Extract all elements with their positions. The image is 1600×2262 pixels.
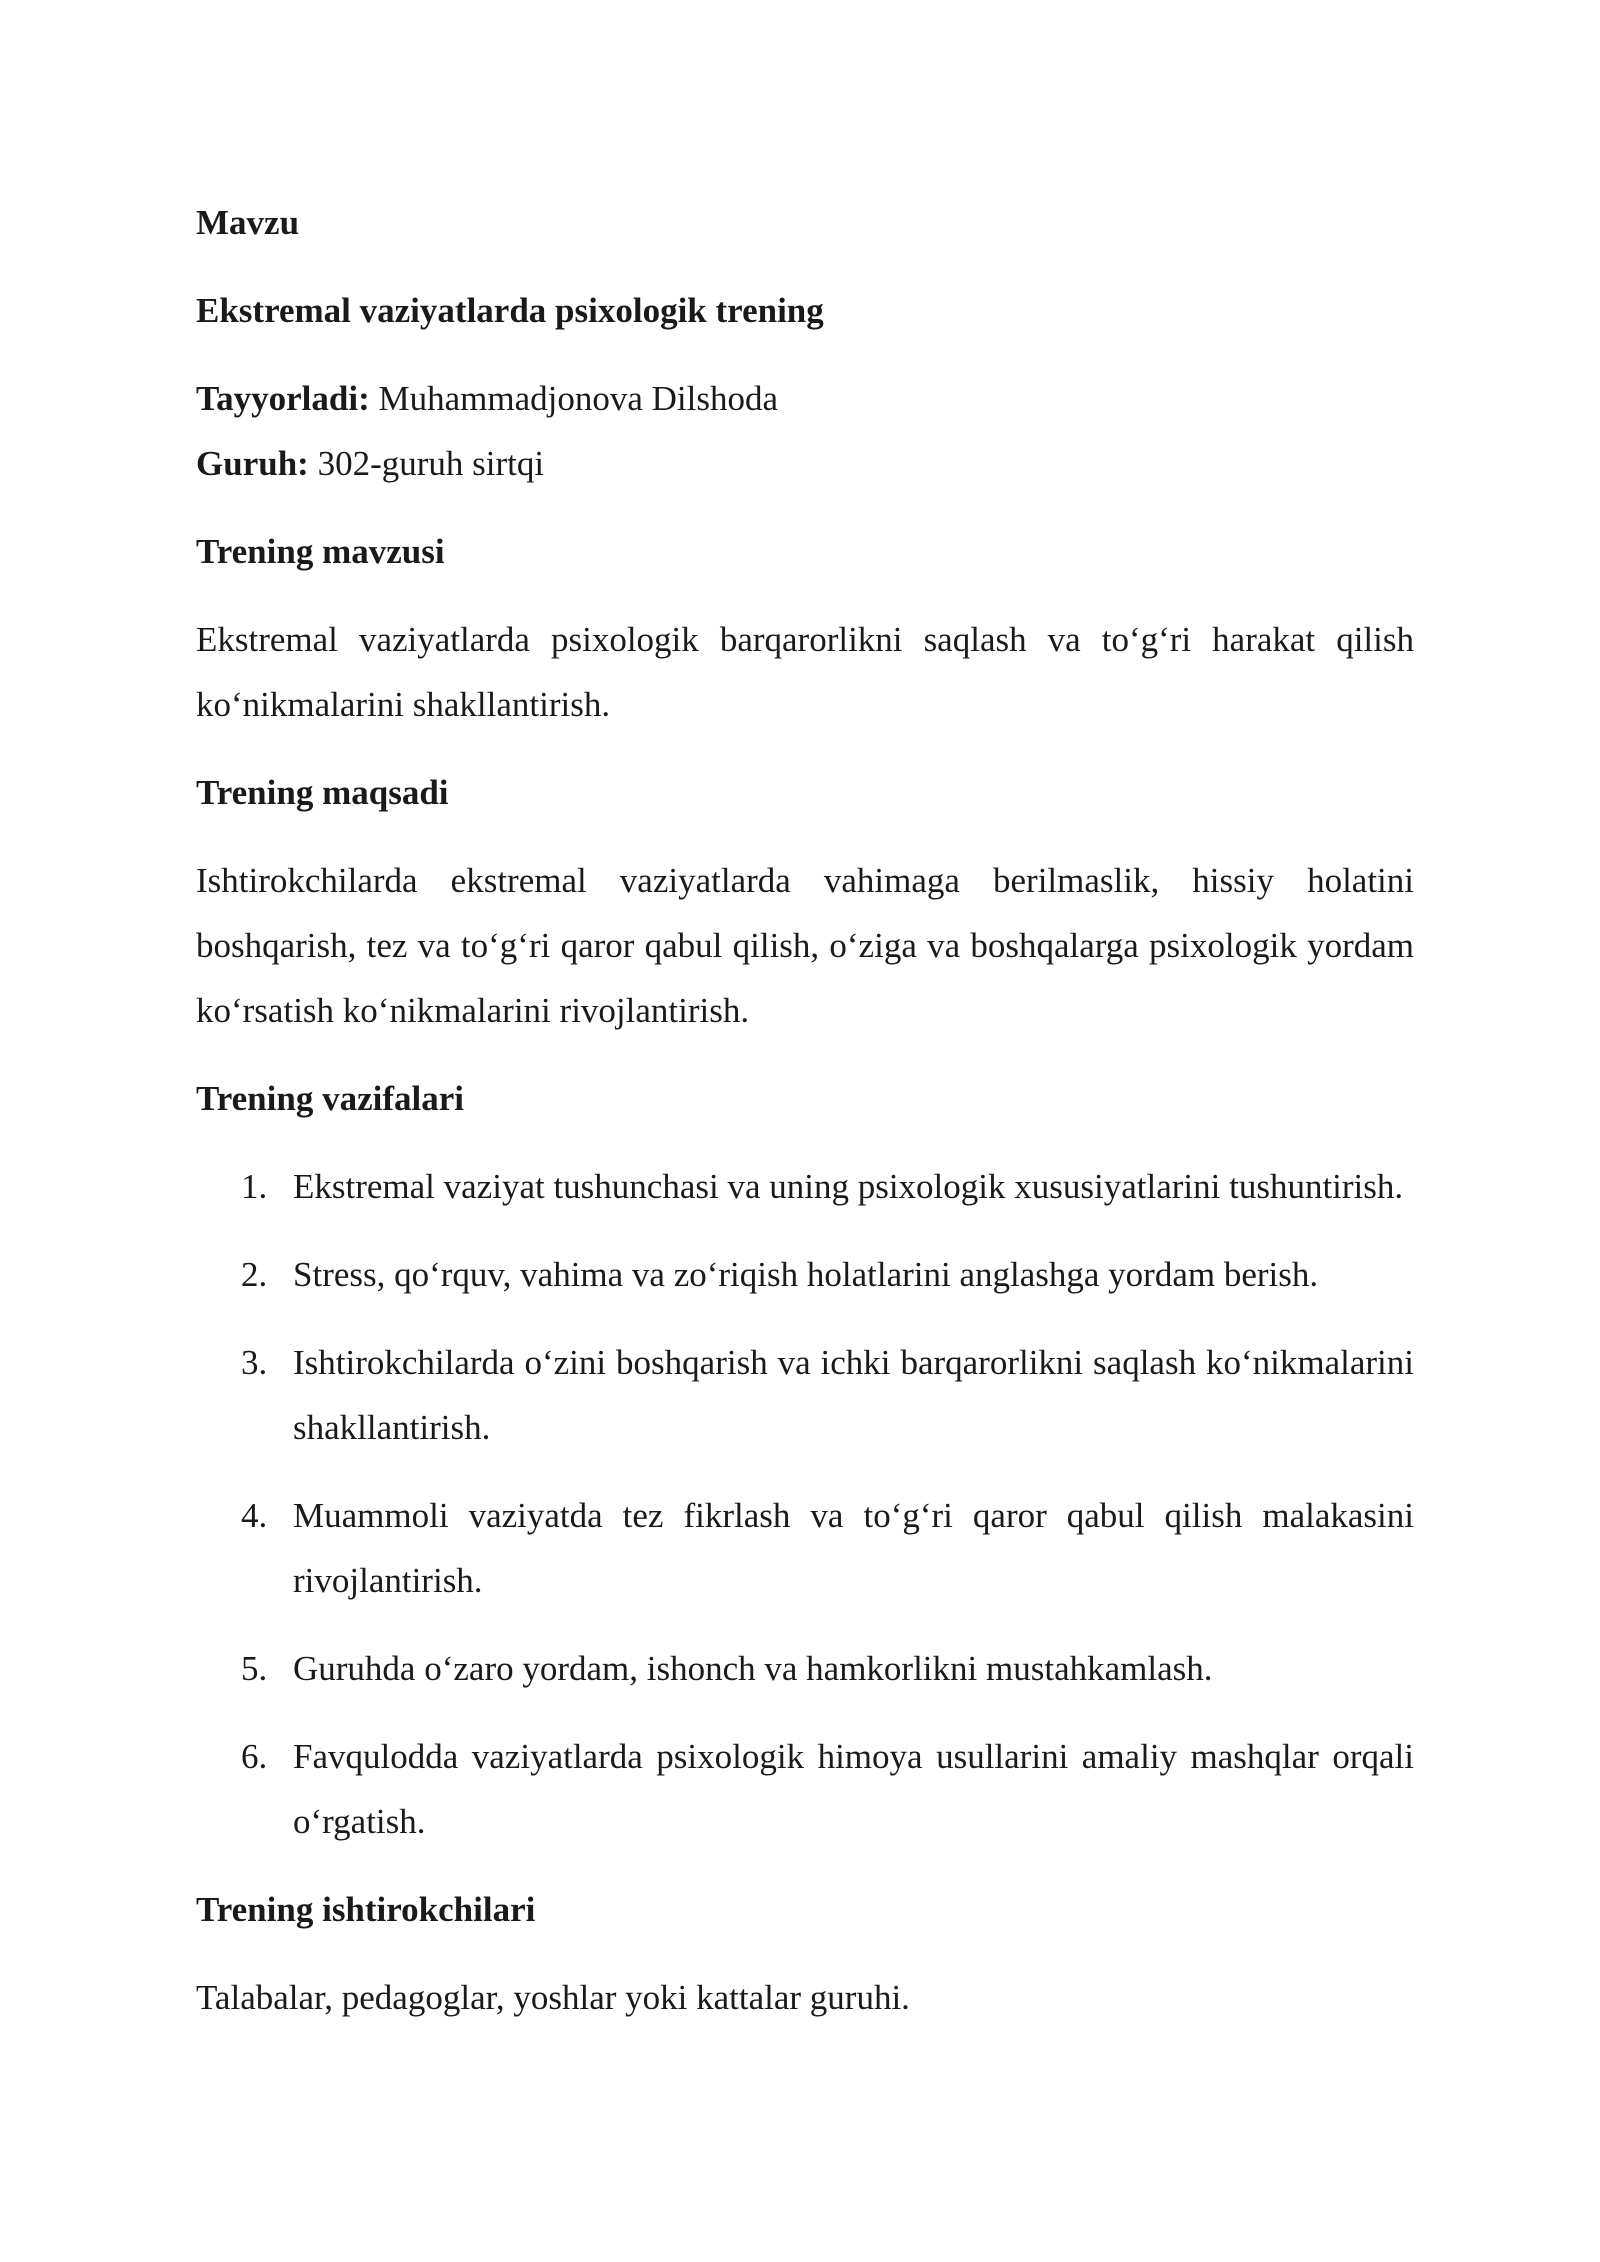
- list-item-number: 5.: [241, 1649, 268, 1688]
- list-item: [196, 1724, 1414, 1854]
- group-value: 302-guruh sirtqi: [308, 444, 545, 483]
- list-item-text: Ekstremal vaziyat tushunchasi va uning psixologik xususiyatlarini tushuntirish.: [293, 1167, 1404, 1206]
- document-page: [196, 190, 1414, 2053]
- document-title: Ekstremal vaziyatlarda psixologik trening: [196, 291, 824, 330]
- topic-label: Mavzu: [196, 203, 300, 242]
- list-item-text: Stress, qo‘rquv, vahima va zo‘riqish holatlarini anglashga yordam berish.: [293, 1255, 1319, 1294]
- group-label: Guruh:: [196, 444, 309, 483]
- prepared-by-label: Tayyorladi:: [196, 379, 370, 418]
- training-participants-heading: Trening ishtirokchilari: [196, 1890, 536, 1929]
- list-item-number: 2.: [241, 1255, 268, 1294]
- group-line: [196, 431, 1414, 496]
- list-item-number: 4.: [241, 1496, 268, 1535]
- training-tasks-list: [196, 1154, 1414, 1854]
- training-tasks-heading: Trening vazifalari: [196, 1079, 464, 1118]
- list-item: [196, 1242, 1414, 1307]
- list-item-number: 3.: [241, 1343, 268, 1382]
- training-goal-heading: Trening maqsadi: [196, 773, 449, 812]
- list-item-text: Ishtirokchilarda o‘zini boshqarish va ichki barqarorlikni saqlash ko‘nikmalarini shakllantirish.: [293, 1343, 1414, 1447]
- list-item-number: 6.: [241, 1737, 268, 1776]
- training-topic-text: Ekstremal vaziyatlarda psixologik barqarorlikni saqlash va to‘g‘ri harakat qilish ko‘nikmalarini shakllantirish.: [196, 620, 1414, 724]
- list-item: [196, 1636, 1414, 1701]
- training-topic-heading: Trening mavzusi: [196, 532, 445, 571]
- list-item: [196, 1154, 1414, 1219]
- list-item-text: Muammoli vaziyatda tez fikrlash va to‘g‘ri qaror qabul qilish malakasini rivojlantirish.: [293, 1496, 1414, 1600]
- list-item-text: Favqulodda vaziyatlarda psixologik himoya usullarini amaliy mashqlar orqali o‘rgatish.: [293, 1737, 1414, 1841]
- list-item-number: 1.: [241, 1167, 268, 1206]
- prepared-by-line: [196, 366, 1414, 431]
- training-goal-text: Ishtirokchilarda ekstremal vaziyatlarda vahimaga berilmaslik, hissiy holatini boshqarish, tez va to‘g‘ri qaror qabul qilish, o‘ziga va boshqalarga psixologik yordam ko‘rsatish ko‘nikmalarini rivojlantirish.: [196, 861, 1414, 1030]
- list-item: [196, 1330, 1414, 1460]
- author-info: [196, 366, 1414, 496]
- training-participants-text: Talabalar, pedagoglar, yoshlar yoki kattalar guruhi.: [196, 1978, 910, 2017]
- list-item-text: Guruhda o‘zaro yordam, ishonch va hamkorlikni mustahkamlash.: [293, 1649, 1213, 1688]
- prepared-by-value: Muhammadjonova Dilshoda: [369, 379, 779, 418]
- list-item: [196, 1483, 1414, 1613]
